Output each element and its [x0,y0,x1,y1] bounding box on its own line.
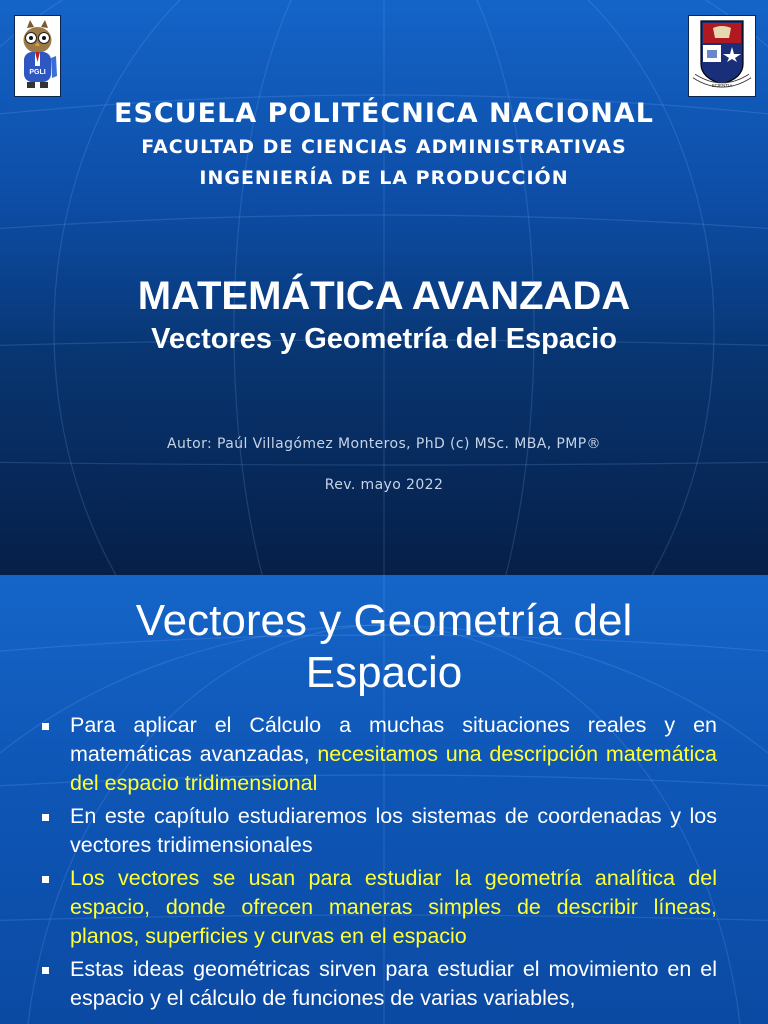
bullet-highlight-text: necesitamos una descripción matemática del espacio tridimensional [70,742,717,795]
square-bullet-icon [42,876,49,883]
bullet-item [40,802,717,860]
owl-mascot-icon [15,16,60,96]
course-subtitle: Vectores y Geometría del Espacio [151,323,617,355]
square-bullet-icon [42,814,49,821]
course-title: MATEMÁTICA AVANZADA [137,274,631,318]
bullet-text: Estas ideas geométricas sirven para estudiar el movimiento en el espacio y el cálculo de funciones de varias variables, [70,957,717,1010]
university-crest-icon [689,16,755,96]
bullet-text: En este capítulo estudiaremos los sistemas de coordenadas y los vectores tridimensionales [70,804,717,857]
faculty-title: FACULTAD DE CIENCIAS ADMINISTRATIVAS [141,136,627,158]
bullet-item [40,711,717,798]
owl-mascot-logo [14,15,61,97]
bullet-text: Para aplicar el Cálculo a muchas situaciones reales y en matemáticas avanzadas, [70,713,717,766]
bullet-highlight-text: Los vectores se usan para estudiar la geometría analítica del espacio, donde ofrecen maneras simples de describir líneas, planos, superficies y curvas en el espacio [70,866,717,948]
crest-motto-text: SCIENTIA [711,83,733,88]
university-crest-logo [688,15,756,97]
content-slide [0,575,768,1024]
program-title: INGENIERÍA DE LA PRODUCCIÓN [199,167,569,189]
bullet-item [40,955,717,1013]
slide-title-line1: Vectores y Geometría del [135,596,633,645]
institution-title: ESCUELA POLITÉCNICA NACIONAL [114,98,654,129]
bullet-item [40,864,717,951]
square-bullet-icon [42,723,49,730]
author-line: Autor: Paúl Villagómez Monteros, PhD (c) MSc. MBA, PMP® [167,436,601,452]
slide-title [0,595,768,699]
slide-title-line2: Espacio [305,648,463,697]
owl-badge-text: PGLI [29,69,46,76]
square-bullet-icon [42,967,49,974]
bullet-list [40,711,717,1017]
revision-line: Rev. mayo 2022 [324,477,444,493]
